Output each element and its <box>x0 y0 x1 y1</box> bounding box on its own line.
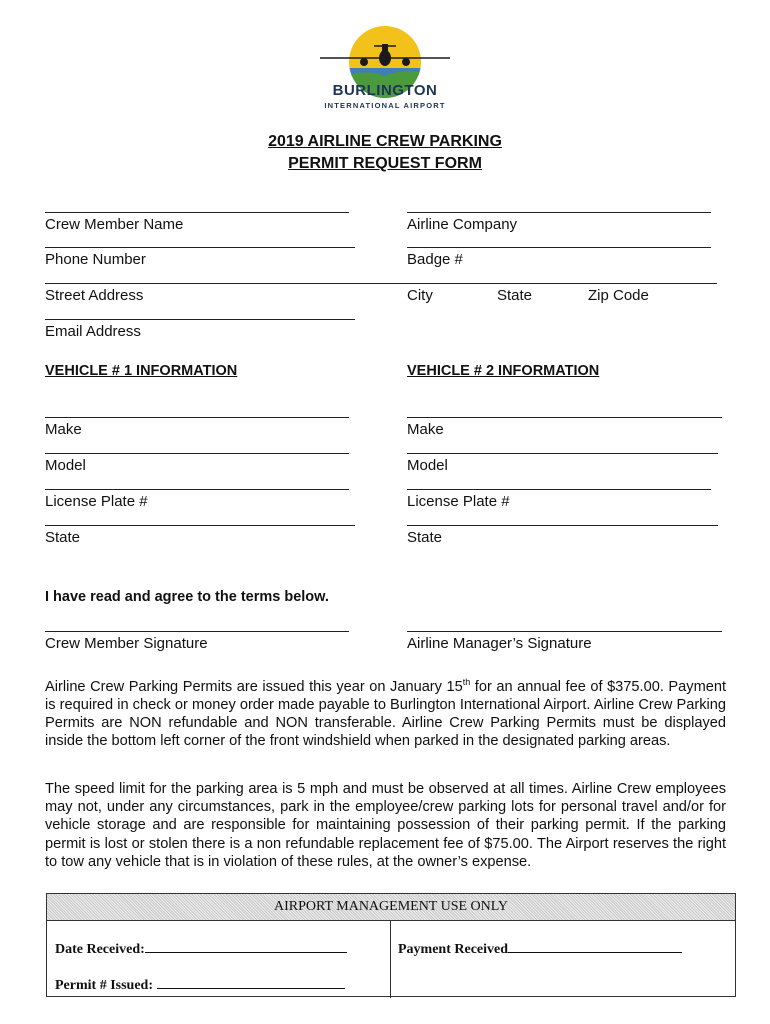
v1-plate-line[interactable] <box>45 489 349 490</box>
v2-state-line[interactable] <box>407 525 718 526</box>
management-header: AIRPORT MANAGEMENT USE ONLY <box>47 894 735 921</box>
terms-paragraph-2: The speed limit for the parking area is 5 mph and must be observed at all times. Airline Crew employees may not, under any circumstances, park in the employee/crew parking lots for personal travel and/or for vehicle storage and are responsible for maintaining possession of their parking permit. If the parking permit is lost or stolen there is a non refundable replacement fee of $75.00. The Airport reserves the right to tow any vehicle that is in violation of these rules, at the owner’s expense. <box>45 781 726 870</box>
box-divider <box>390 921 391 998</box>
v2-model-line[interactable] <box>407 453 718 454</box>
email-line[interactable] <box>45 319 355 320</box>
agreement-text: I have read and agree to the terms below. <box>45 589 329 605</box>
v2-make-label: Make <box>407 421 444 438</box>
permit-issued-field[interactable] <box>55 976 345 994</box>
logo-name: BURLINGTON <box>332 82 438 99</box>
v2-license-plate-label: License Plate # <box>407 493 510 510</box>
v1-license-plate-label: License Plate # <box>45 493 148 510</box>
airline-company-line[interactable] <box>407 212 711 213</box>
badge-label: Badge # <box>407 251 463 268</box>
logo-subtitle: INTERNATIONAL AIRPORT <box>324 101 446 110</box>
payment-received-field[interactable] <box>398 940 682 958</box>
v1-model-line[interactable] <box>45 453 349 454</box>
vehicle1-header: VEHICLE # 1 INFORMATION <box>45 363 238 379</box>
permit-issued-line[interactable] <box>157 976 345 989</box>
phone-line[interactable] <box>45 247 355 248</box>
v1-state-label: State <box>45 529 81 546</box>
management-box <box>46 893 736 997</box>
v1-make-label: Make <box>45 421 82 438</box>
v2-make-line[interactable] <box>407 417 722 418</box>
v2-state-label: State <box>407 529 443 546</box>
terms-paragraph-1: Airline Crew Parking Permits are issued this year on January 15th for an annual fee of $375.00. Payment is required in check or money order made payable to Burlington International Airport. Airline Crew Parking Permits are NON refundable and NON transferable. Airline Crew Parking Permits must be displayed inside the bottom left corner of the front windshield when parked in the designated parking areas. <box>45 677 727 750</box>
badge-line[interactable] <box>407 247 711 248</box>
v1-state-line[interactable] <box>45 525 355 526</box>
crew-signature-label: Crew Member Signature <box>45 635 208 652</box>
payment-received-label: Payment Received <box>398 942 509 957</box>
state-label: State <box>497 287 533 304</box>
crew-signature-line[interactable] <box>45 631 349 632</box>
airline-company-label: Airline Company <box>407 216 518 233</box>
city-label: City <box>407 287 433 304</box>
date-received-label: Date Received: <box>55 942 145 957</box>
street-address-label: Street Address <box>45 287 144 304</box>
date-received-line[interactable] <box>145 940 347 953</box>
manager-signature-line[interactable] <box>407 631 722 632</box>
v2-model-label: Model <box>407 457 448 474</box>
payment-received-line[interactable] <box>508 940 682 953</box>
form-title-line2: PERMIT REQUEST FORM <box>288 155 482 172</box>
v1-model-label: Model <box>45 457 86 474</box>
manager-signature-label: Airline Manager’s Signature <box>407 635 592 652</box>
v1-make-line[interactable] <box>45 417 349 418</box>
zip-code-label: Zip Code <box>588 287 649 304</box>
email-address-label: Email Address <box>45 323 141 340</box>
crew-name-line[interactable] <box>45 212 349 213</box>
v2-plate-line[interactable] <box>407 489 711 490</box>
phone-number-label: Phone Number <box>45 251 146 268</box>
form-title-line1: 2019 AIRLINE CREW PARKING <box>268 133 502 150</box>
date-received-field[interactable] <box>55 940 347 958</box>
address-line[interactable] <box>45 283 717 284</box>
vehicle2-header: VEHICLE # 2 INFORMATION <box>407 363 600 379</box>
permit-issued-label: Permit # Issued: <box>55 978 153 993</box>
crew-member-name-label: Crew Member Name <box>45 216 184 233</box>
